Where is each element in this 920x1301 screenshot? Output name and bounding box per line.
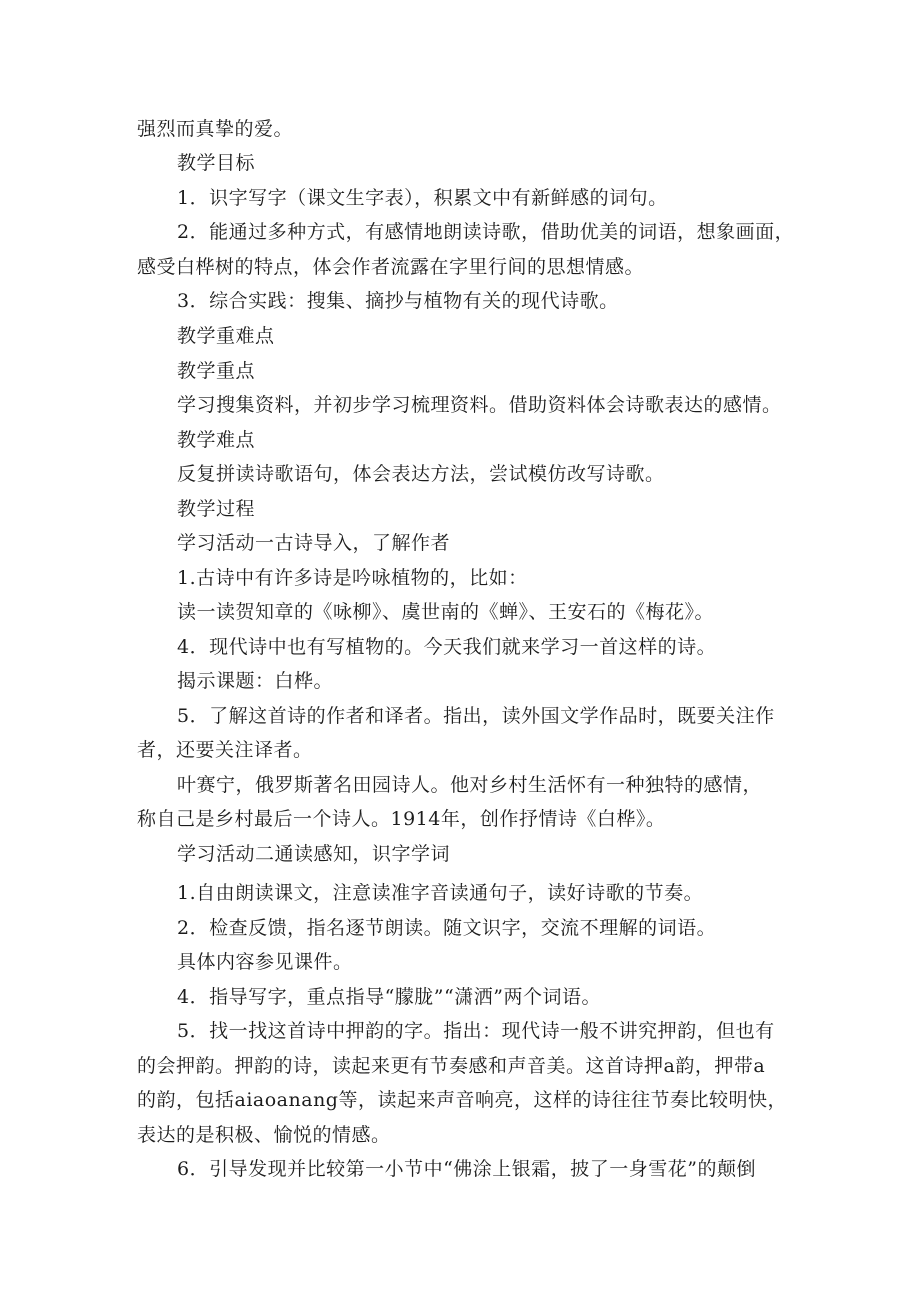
section-heading: 学习活动二通读感知，识字学词 — [177, 843, 451, 865]
section-heading: 学习活动一古诗导入，了解作者 — [177, 532, 451, 554]
text-line: 学习搜集资料，并初步学习梳理资料。借助资料体会诗歌表达的感情。 — [177, 394, 782, 416]
text-line: 5．了解这首诗的作者和译者。指出，读外国文学作品时，既要关注作 — [177, 705, 775, 727]
text-line: 2．检查反馈，指名逐节朗读。随文识字，交流不理解的词语。 — [177, 917, 717, 939]
text-line: 4．现代诗中也有写植物的。今天我们就来学习一首这样的诗。 — [177, 636, 717, 658]
text-line: 1．识字写字（课文生字表），积累文中有新鲜感的词句。 — [177, 187, 668, 209]
text-line: 6．引导发现并比较第一小节中“佛涂上银霜，披了一身雪花”的颠倒 — [177, 1158, 757, 1180]
text-line: 反复拼读诗歌语句，体会表达方法，尝试模仿改写诗歌。 — [177, 463, 665, 485]
text-line: 2．能通过多种方式，有感情地朗读诗歌，借助优美的词语，想象画面， — [177, 221, 795, 243]
text-line: 表达的是积极、愉悦的情感。 — [137, 1124, 391, 1146]
text-line: 3．综合实践：搜集、摘抄与植物有关的现代诗歌。 — [177, 290, 619, 312]
text-line: 揭示课题：白桦。 — [177, 670, 334, 692]
text-line: 者，还要关注译者。 — [137, 739, 313, 761]
text-line: 称自己是乡村最后一个诗人。1914年，创作抒情诗《白桦》。 — [137, 808, 666, 830]
text-line: 强烈而真挚的爱。 — [137, 118, 294, 140]
text-line: 5．找一找这首诗中押韵的字。指出：现代诗一般不讲究押韵，但也有 — [177, 1020, 775, 1042]
text-line: 的韵，包括aiaoanang等，读起来声音响亮，这样的诗往往节奏比较明快， — [137, 1089, 787, 1111]
text-line: 具体内容参见课件。 — [177, 951, 353, 973]
text-line: 读一读贺知章的《咏柳》、虞世南的《蝉》、王安石的《梅花》。 — [177, 601, 715, 623]
section-heading: 教学重点 — [177, 360, 256, 382]
section-heading: 教学过程 — [177, 498, 256, 520]
text-line: 4．指导写字，重点指导“朦胧”“潇洒”两个词语。 — [177, 986, 601, 1008]
section-heading: 教学难点 — [177, 429, 256, 451]
text-line: 感受白桦树的特点，体会作者流露在字里行间的思想情感。 — [137, 256, 645, 278]
section-heading: 教学目标 — [177, 152, 256, 174]
text-line: 的会押韵。押韵的诗，读起来更有节奏感和声音美。这首诗押a韵，押带a — [137, 1055, 766, 1077]
text-line: 1.古诗中有许多诗是吟咏植物的，比如： — [177, 567, 528, 589]
text-line: 叶赛宁，俄罗斯著名田园诗人。他对乡村生活怀有一种独特的感情， — [177, 774, 763, 796]
section-heading: 教学重难点 — [177, 325, 275, 347]
text-line: 1.自由朗读课文，注意读准字音读通句子，读好诗歌的节奏。 — [177, 882, 704, 904]
